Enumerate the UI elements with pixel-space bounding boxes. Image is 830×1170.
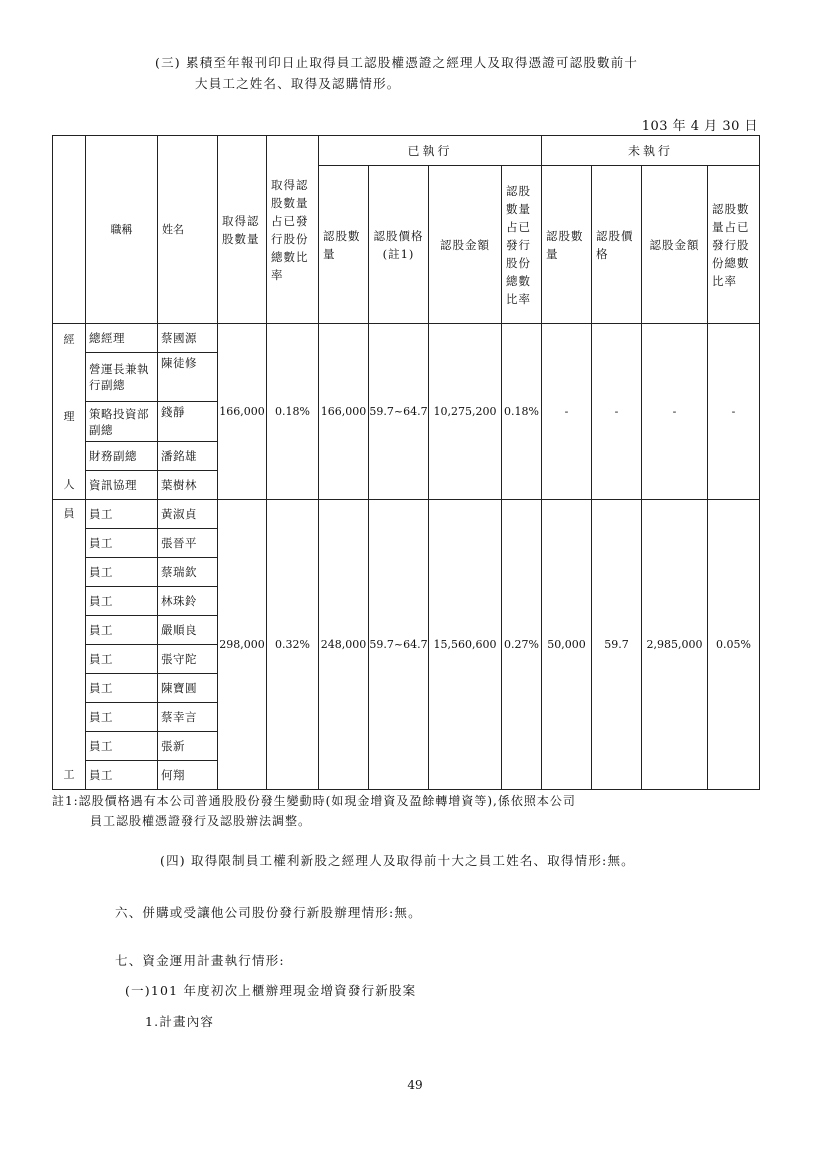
employee-title: 員工: [86, 558, 158, 587]
header-unexec-amount: 認股金額: [642, 166, 708, 324]
employee-unexec-qty: 50,000: [542, 500, 592, 790]
stock-option-table: [52, 135, 760, 790]
header-unexec-ratio: 認股數量占已發行股份總數比率: [708, 166, 760, 324]
manager-exec-price: 59.7~64.7: [369, 324, 429, 500]
manager-title: 資訊協理: [86, 471, 158, 500]
employee-exec-price: 59.7~64.7: [369, 500, 429, 790]
report-date: 103 年 4 月 30 日: [641, 119, 758, 134]
header-acquired-ratio: 取得認股數量占已發行股份總數比率: [267, 136, 319, 324]
employee-title: 員工: [86, 703, 158, 732]
employee-title: 員工: [86, 616, 158, 645]
section-4-text: (四) 取得限制員工權利新股之經理人及取得前十大之員工姓名、取得情形:無。: [160, 853, 635, 868]
manager-acquired: 166,000: [218, 324, 267, 500]
employee-name: 蔡幸言: [158, 703, 218, 732]
manager-group-char-2: 理: [63, 410, 75, 423]
manager-title: 財務副總: [86, 442, 158, 471]
manager-group-label: [53, 324, 86, 500]
manager-name: 葉樹林: [158, 471, 218, 500]
header-exec-price: [369, 166, 429, 324]
employee-title: 員工: [86, 732, 158, 761]
header-exec-ratio: 認股數量占已發行股份總數比率: [502, 166, 542, 324]
header-exec-qty: 認股數量: [319, 166, 369, 324]
section-7-heading: 七、資金運用計畫執行情形:: [115, 953, 285, 968]
manager-name: 潘銘雄: [158, 442, 218, 471]
manager-name: 蔡國源: [158, 324, 218, 353]
manager-group-char-3: 人: [63, 478, 75, 491]
header-acquired: 取得認股數量: [218, 136, 267, 324]
manager-unexec-ratio: -: [708, 324, 760, 500]
employee-unexec-ratio: 0.05%: [708, 500, 760, 790]
section-7-subheading: (一)101 年度初次上櫃辦理現金增資發行新股案: [125, 983, 417, 998]
manager-name: 陳徒修: [158, 353, 218, 402]
employee-unexec-price: 59.7: [592, 500, 642, 790]
table-footnote: [52, 791, 772, 831]
header-title: 職稱: [86, 136, 158, 324]
manager-unexec-qty: -: [542, 324, 592, 500]
page-number: 49: [407, 1078, 423, 1092]
manager-unexec-amount: -: [642, 324, 708, 500]
manager-group-char-1: 經: [63, 333, 75, 346]
employee-title: 員工: [86, 500, 158, 529]
employee-title: 員工: [86, 587, 158, 616]
employee-group-char-2: 工: [63, 768, 75, 781]
employee-group-char-1: 員: [63, 507, 75, 520]
intro-line-1: (三) 累積至年報刊印日止取得員工認股權憑證之經理人及取得憑證可認股數前十: [155, 55, 639, 70]
employee-title: 員工: [86, 674, 158, 703]
employee-exec-ratio: 0.27%: [502, 500, 542, 790]
header-unexecuted: 未執行: [542, 136, 760, 166]
employee-name: 張守陀: [158, 645, 218, 674]
manager-exec-ratio: 0.18%: [502, 324, 542, 500]
employee-exec-qty: 248,000: [319, 500, 369, 790]
employee-group-label: [53, 500, 86, 790]
header-exec-amount: 認股金額: [429, 166, 502, 324]
manager-title: 策略投資部副總: [86, 402, 158, 442]
manager-title: 營運長兼執行副總: [86, 353, 158, 402]
header-exec-price-label: 認股價格: [373, 228, 424, 243]
manager-name: 錢靜: [158, 402, 218, 442]
employee-name: 張晉平: [158, 529, 218, 558]
manager-exec-qty: 166,000: [319, 324, 369, 500]
footnote-line-2: 員工認股權憑證發行及認股辦法調整。: [90, 814, 312, 828]
employee-exec-amount: 15,560,600: [429, 500, 502, 790]
employee-title: 員工: [86, 529, 158, 558]
header-corner: [53, 136, 86, 324]
header-name: 姓名: [158, 136, 218, 324]
employee-name: 蔡瑞欽: [158, 558, 218, 587]
intro-paragraph: [155, 52, 765, 94]
employee-name: 何翔: [158, 761, 218, 790]
employee-name: 林珠鈴: [158, 587, 218, 616]
employee-title: 員工: [86, 645, 158, 674]
employee-name: 黃淑貞: [158, 500, 218, 529]
employee-name: 陳寶圓: [158, 674, 218, 703]
employee-acquired-ratio: 0.32%: [267, 500, 319, 790]
employee-name: 嚴順良: [158, 616, 218, 645]
manager-unexec-price: -: [592, 324, 642, 500]
header-unexec-qty: 認股數量: [542, 166, 592, 324]
employee-unexec-amount: 2,985,000: [642, 500, 708, 790]
header-executed: 已執行: [319, 136, 542, 166]
intro-line-2: 大員工之姓名、取得及認購情形。: [195, 76, 401, 91]
section-6-text: 六、併購或受讓他公司股份發行新股辦理情形:無。: [115, 905, 422, 920]
manager-acquired-ratio: 0.18%: [267, 324, 319, 500]
employee-name: 張新: [158, 732, 218, 761]
employee-title: 員工: [86, 761, 158, 790]
manager-title: 總經理: [86, 324, 158, 353]
section-7-item-1: 1.計畫內容: [145, 1014, 215, 1029]
header-unexec-price: 認股價格: [592, 166, 642, 324]
footnote-line-1: 註1:認股價格遇有本公司普通股股份發生變動時(如現金增資及盈餘轉增資等),係依照本公司: [52, 794, 576, 808]
header-exec-price-note: (註1): [382, 246, 415, 261]
employee-acquired: 298,000: [218, 500, 267, 790]
manager-exec-amount: 10,275,200: [429, 324, 502, 500]
